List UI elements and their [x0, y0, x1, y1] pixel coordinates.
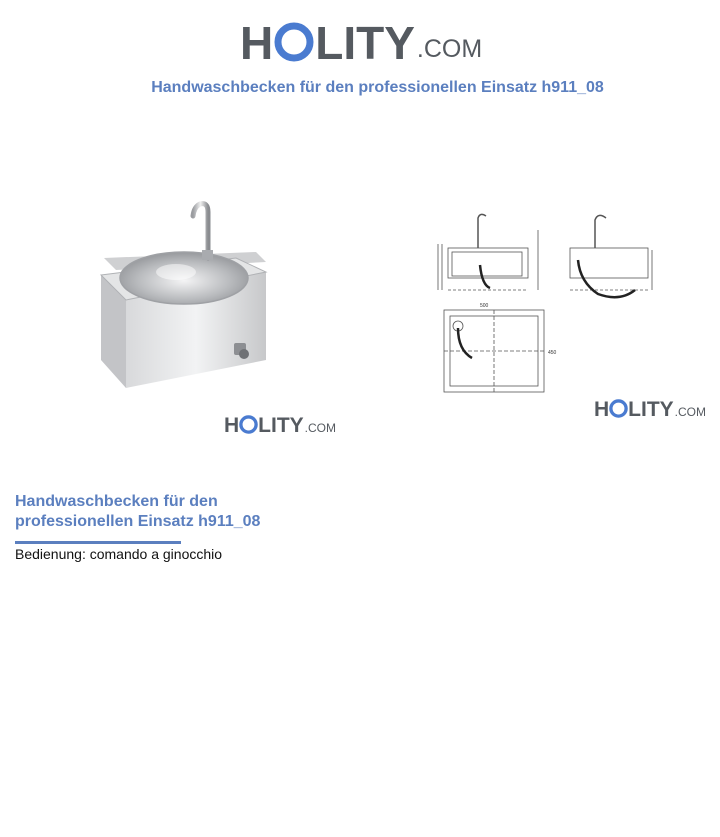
logo-text-h: H	[594, 398, 610, 421]
photo-logo	[224, 415, 336, 436]
logo-text-lity: LITY	[315, 17, 415, 69]
drawing-logo	[594, 399, 706, 420]
title-underline	[15, 541, 181, 544]
logo-o-icon	[609, 399, 628, 418]
logo-text-lity: LITY	[628, 398, 674, 421]
product-title-line2: professionellen Einsatz h911_08	[15, 513, 261, 530]
product-title	[15, 492, 315, 532]
logo-text-lity: LITY	[258, 414, 304, 437]
dimension-depth: 450	[548, 350, 557, 356]
product-title-line1: Handwaschbecken für den	[15, 493, 218, 510]
spec-value: comando a ginocchio	[89, 546, 223, 562]
logo-o-icon	[274, 22, 314, 62]
page-title: Handwaschbecken für den professionellen Einsatz h911_08	[151, 79, 604, 96]
logo-domain: .COM	[674, 405, 707, 419]
logo-domain: .COM	[416, 35, 483, 63]
logo-o-icon	[239, 415, 258, 434]
spec-label: Bedienung:	[15, 546, 86, 562]
spec-line	[15, 546, 222, 562]
technical-drawing	[430, 210, 660, 400]
logo-text-h: H	[224, 414, 240, 437]
brand-logo	[240, 14, 483, 69]
product-photo	[96, 200, 271, 390]
logo-domain: .COM	[304, 421, 337, 435]
dimension-width: 500	[480, 303, 489, 309]
logo-text-h: H	[240, 17, 274, 69]
